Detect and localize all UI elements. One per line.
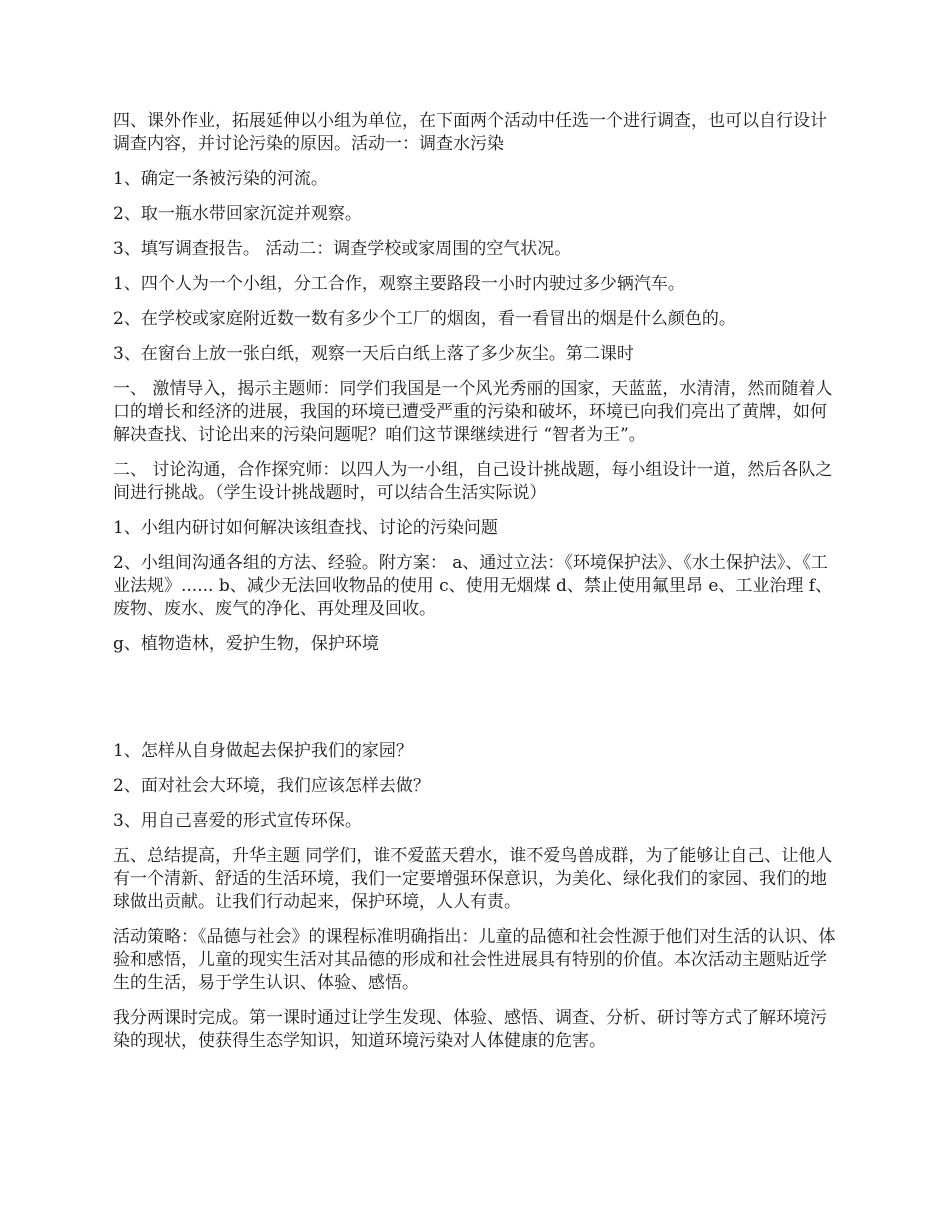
paragraph-two-lessons: 我分两课时完成。第一课时通过让学生发现、体验、感悟、调查、分析、研讨等方式了解环境污染的现状，使获得生态学知识，知道环境污染对人体健康的危害。 bbox=[113, 1008, 827, 1051]
paragraph-question1: 1、怎样从自身做起去保护我们的家园？ bbox=[113, 741, 413, 761]
paragraph-section-two: 二、 讨论沟通，合作探究师：以四人为一小组，自己设计挑战题，每小组设计一道，然后各队之间进行挑战。（学生设计挑战题时，可以结合生活实际说） bbox=[113, 460, 833, 503]
paragraph-activity2-step3: 3、在窗台上放一张白纸，观察一天后白纸上落了多少灰尘。第二课时 bbox=[113, 344, 634, 364]
paragraph-section-five: 五、总结提高，升华主题 同学们，谁不爱蓝天碧水，谁不爱鸟兽成群，为了能够让自己、让他人有一个清新、舒适的生活环境，我们一定要增强环保意识，为美化、绿化我们的家园、我们的地球做出贡献。让我们行动起来，保护环境，人人有责。 bbox=[113, 846, 833, 912]
paragraph-discussion-step2: 2、小组间沟通各组的方法、经验。附方案： a、通过立法：《环境保护法》、《水土保护法》、《工业法规》...... b、减少无法回收物品的使用 c、使用无烟煤 d、禁止使用氟里昂 e、工业治理 f、废物、废水、废气的净化、再处理及回收。 bbox=[113, 553, 833, 619]
paragraph-activity1-step2: 2、取一瓶水带回家沉淀并观察。 bbox=[113, 204, 362, 224]
paragraph-question2: 2、面对社会大环境，我们应该怎样去做？ bbox=[113, 776, 430, 796]
blank-space bbox=[113, 668, 843, 740]
paragraph-activity2-step2: 2、在学校或家庭附近数一数有多少个工厂的烟囱，看一看冒出的烟是什么颜色的。 bbox=[113, 309, 736, 329]
paragraph-section-one: 一、 激情导入，揭示主题师：同学们我国是一个风光秀丽的国家，天蓝蓝，水清清，然而随着人口的增长和经济的进展，我国的环境已遭受严重的污染和破坏，环境已向我们亮出了黄牌，如何解决查找、讨论出来的污染问题呢？咱们这节课继续进行 “智者为王”。 bbox=[113, 379, 833, 445]
paragraph-activity2-step1: 1、四个人为一个小组，分工合作，观察主要路段一小时内驶过多少辆汽车。 bbox=[113, 274, 685, 294]
paragraph-activity-strategy: 活动策略：《品德与社会》的课程标准明确指出：儿童的品德和社会性源于他们对生活的认识、体验和感悟，儿童的现实生活对其品德的形成和社会性进展具有特别的价值。本次活动主题贴近学生的生活，易于学生认识、体验、感悟。 bbox=[113, 927, 836, 993]
paragraph-discussion-step1: 1、小组内研讨如何解决该组查找、讨论的污染问题 bbox=[113, 518, 498, 538]
paragraph-activity1-step3: 3、填写调查报告。 活动二：调查学校或家周围的空气状况。 bbox=[113, 239, 572, 259]
paragraph-homework-intro: 四、课外作业，拓展延伸以小组为单位，在下面两个活动中任选一个进行调查，也可以自行设计调查内容，并讨论污染的原因。活动一：调查水污染 bbox=[113, 111, 827, 154]
document-body bbox=[113, 110, 843, 1065]
paragraph-activity1-step1: 1、确定一条被污染的河流。 bbox=[113, 169, 328, 189]
paragraph-question3: 3、用自己喜爱的形式宣传环保。 bbox=[113, 811, 362, 831]
paragraph-plan-g: g、植物造林，爱护生物，保护环境 bbox=[113, 634, 379, 654]
